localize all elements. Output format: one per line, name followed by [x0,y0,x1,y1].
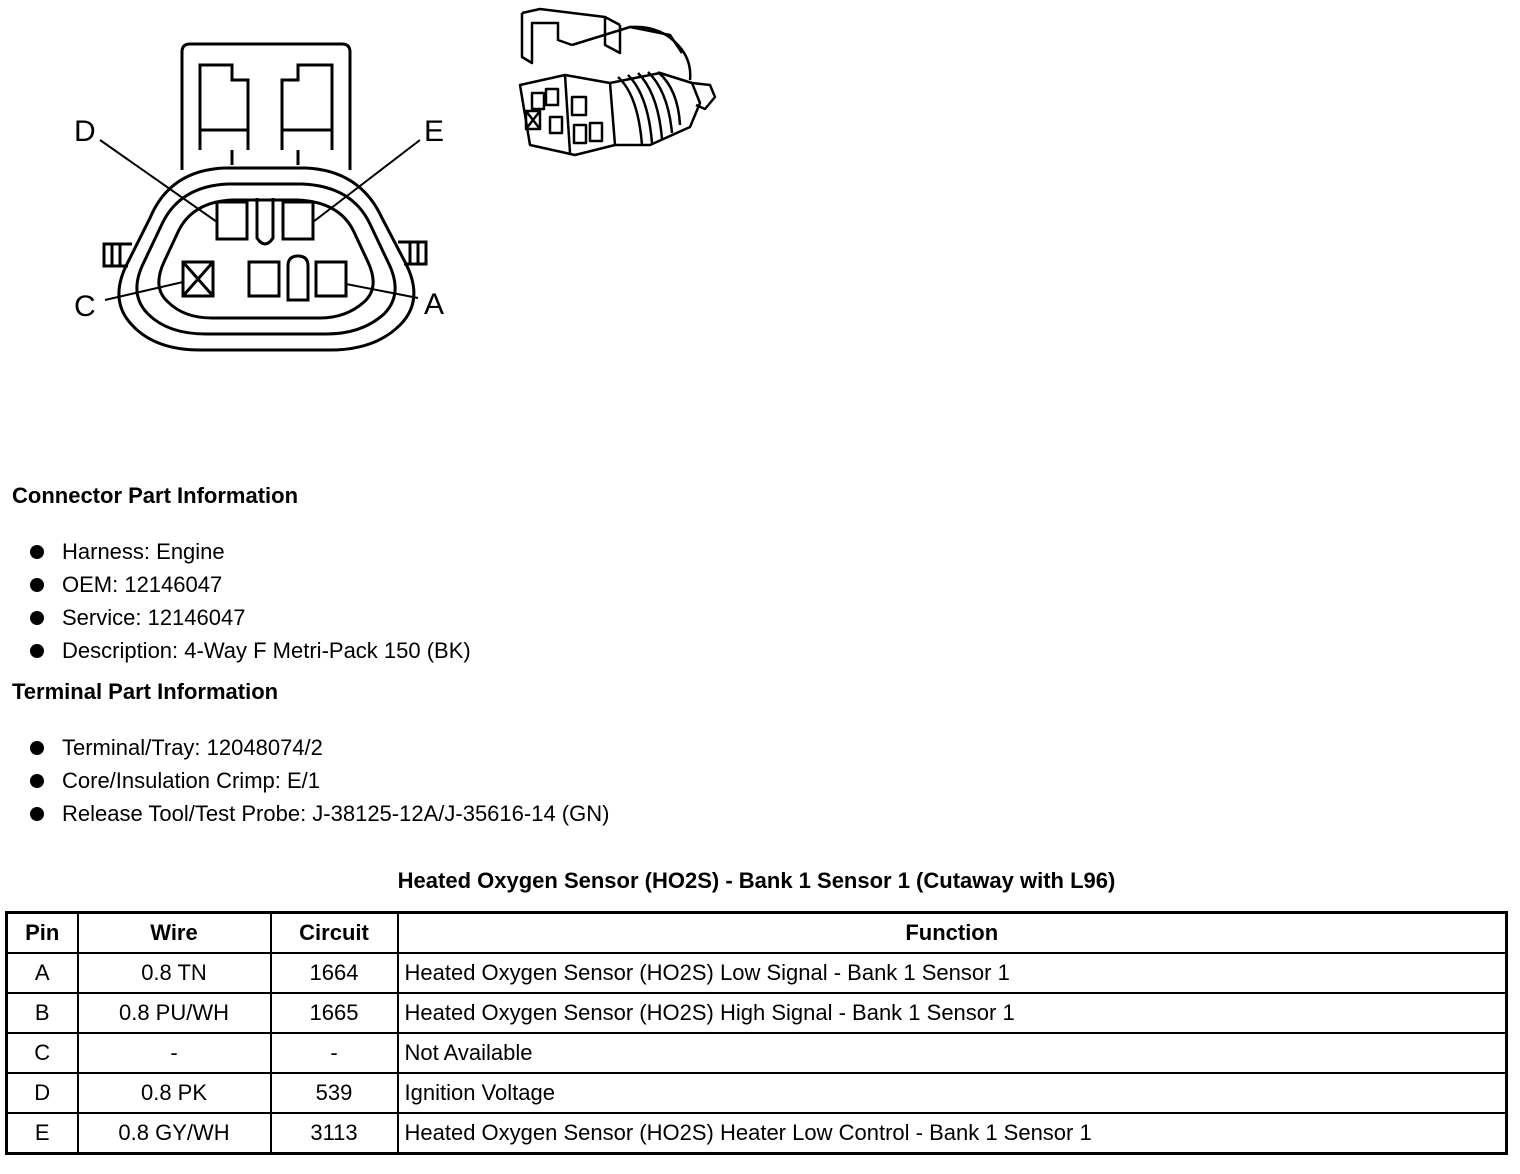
column-header-wire: Wire [78,913,271,954]
terminal-part-info-heading: Terminal Part Information [12,679,279,704]
cell-function: Heated Oxygen Sensor (HO2S) High Signal - Bank 1 Sensor 1 [398,993,1507,1033]
table-row [7,1073,1507,1113]
cell-function: Ignition Voltage [398,1073,1507,1113]
bullet-icon [30,644,44,658]
cell-circuit: 3113 [271,1113,398,1154]
bullet-icon [30,611,44,625]
pin-table-title: Heated Oxygen Sensor (HO2S) - Bank 1 Sensor 1 (Cutaway with L96) [397,868,1116,893]
table-row [7,1113,1507,1154]
connector-face-diagram [0,0,480,370]
cell-pin: E [7,1113,78,1154]
table-row [7,993,1507,1033]
connector-isometric-illustration [510,5,720,160]
list-item: Service: 12146047 [28,601,471,634]
list-item: Terminal/Tray: 12048074/2 [28,731,609,764]
bullet-icon [30,578,44,592]
bullet-icon [30,807,44,821]
cell-pin: A [7,953,78,993]
cell-function: Heated Oxygen Sensor (HO2S) Heater Low Control - Bank 1 Sensor 1 [398,1113,1507,1154]
cell-circuit: 1665 [271,993,398,1033]
bullet-icon [30,774,44,788]
column-header-function: Function [398,913,1507,954]
cell-wire: 0.8 PU/WH [78,993,271,1033]
pin-label-d: D [74,115,96,148]
bullet-icon [30,545,44,559]
cell-function: Not Available [398,1033,1507,1073]
cell-wire: - [78,1033,271,1073]
list-item: Release Tool/Test Probe: J-38125-12A/J-35616-14 (GN) [28,797,609,830]
terminal-part-info-list [28,731,609,830]
list-item: Core/Insulation Crimp: E/1 [28,764,609,797]
list-item: OEM: 12146047 [28,568,471,601]
bullet-icon [30,741,44,755]
cell-wire: 0.8 GY/WH [78,1113,271,1154]
table-header-row [7,913,1507,954]
cell-pin: B [7,993,78,1033]
pin-label-e: E [424,115,445,148]
pin-label-c: C [74,290,96,323]
list-item: Harness: Engine [28,535,471,568]
column-header-circuit: Circuit [271,913,398,954]
connector-part-info-heading: Connector Part Information [12,483,299,508]
cell-wire: 0.8 TN [78,953,271,993]
connector-part-info-list [28,535,471,667]
cell-pin: C [7,1033,78,1073]
table-row [7,1033,1507,1073]
pin-label-a: A [424,288,445,321]
cell-circuit: 539 [271,1073,398,1113]
column-header-pin: Pin [7,913,78,954]
cell-circuit: 1664 [271,953,398,993]
cell-function: Heated Oxygen Sensor (HO2S) Low Signal - Bank 1 Sensor 1 [398,953,1507,993]
pin-table [5,911,1508,1155]
list-item: Description: 4-Way F Metri-Pack 150 (BK) [28,634,471,667]
cell-wire: 0.8 PK [78,1073,271,1113]
cell-circuit: - [271,1033,398,1073]
table-row [7,953,1507,993]
cell-pin: D [7,1073,78,1113]
